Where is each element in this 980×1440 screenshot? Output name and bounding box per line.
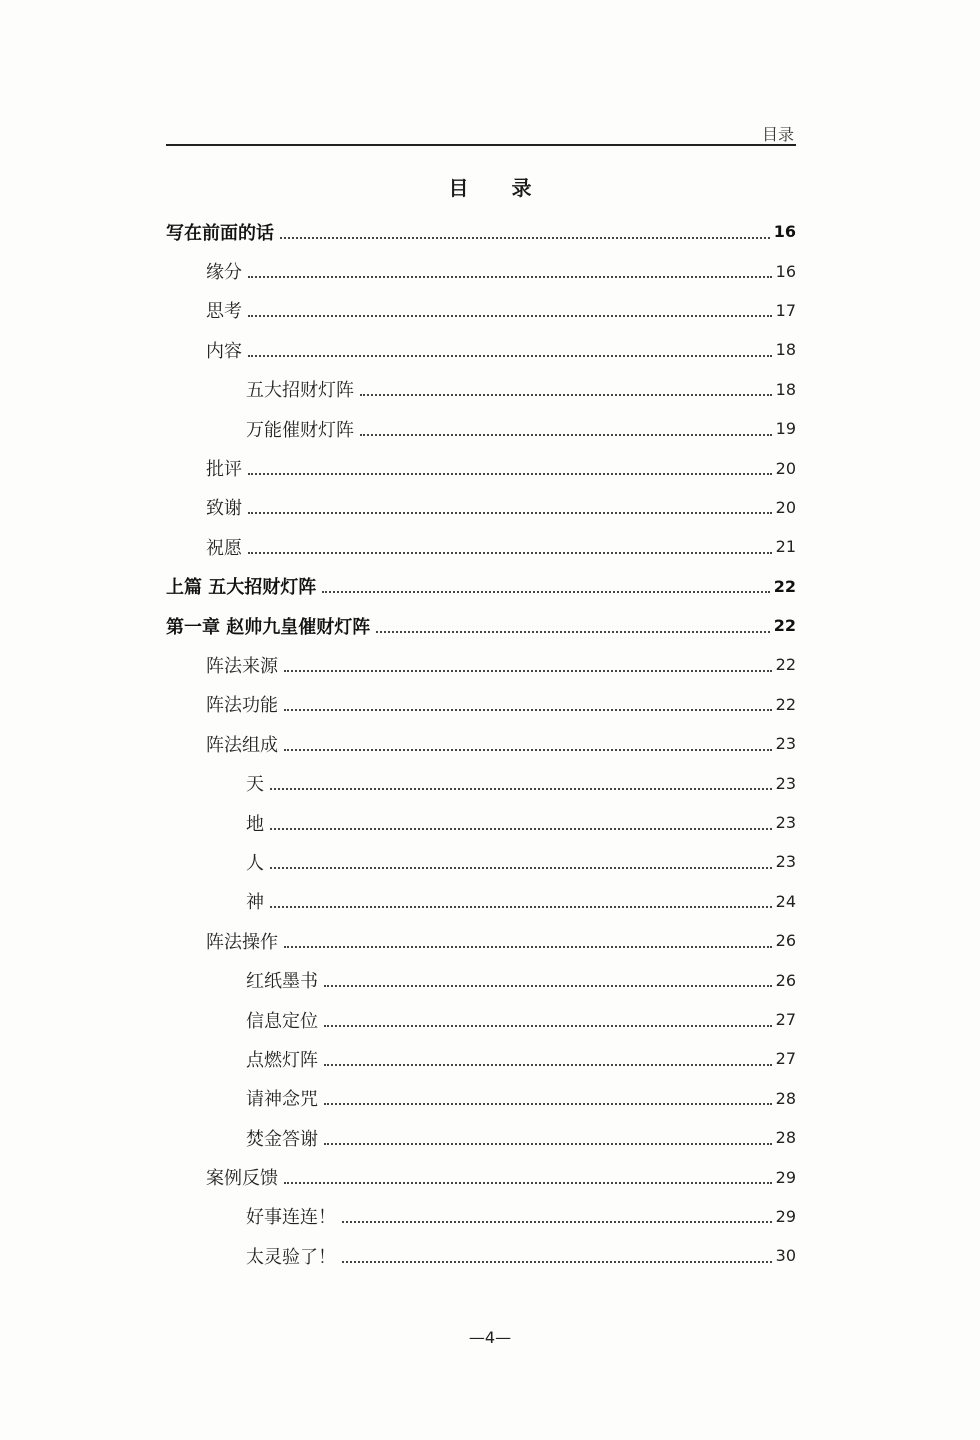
- toc-entry-label: 请神念咒: [246, 1089, 318, 1111]
- header-rule: [166, 144, 796, 146]
- dot-leader: [270, 867, 772, 869]
- toc-entry[interactable]: [166, 1157, 796, 1196]
- toc-entry-page: 24: [775, 891, 796, 911]
- dot-leader: [324, 1025, 772, 1027]
- toc-entry[interactable]: [166, 1079, 796, 1118]
- dot-leader: [248, 315, 772, 317]
- toc-entry-page: 23: [775, 773, 796, 793]
- dot-leader: [270, 828, 772, 830]
- dot-leader: [342, 1221, 772, 1223]
- toc-entry-label: 阵法功能: [206, 695, 278, 717]
- dot-leader: [360, 434, 772, 436]
- toc-entry-label: 第一章 赵帅九皇催财灯阵: [166, 616, 371, 638]
- toc-entry-page: 19: [775, 419, 796, 439]
- toc-entry-page: 26: [775, 931, 796, 951]
- toc-entry-label: 写在前面的话: [166, 222, 274, 244]
- toc-entry[interactable]: [166, 842, 796, 881]
- toc-entry[interactable]: [166, 1197, 796, 1236]
- toc-entry-page: 22: [773, 616, 796, 636]
- toc-entry[interactable]: [166, 685, 796, 724]
- toc-entry-page: 23: [775, 852, 796, 872]
- toc-entry-page: 29: [775, 1167, 796, 1187]
- toc-entry-page: 18: [775, 379, 796, 399]
- toc-entry-label: 思考: [206, 301, 242, 323]
- toc-entry-page: 28: [775, 1088, 796, 1108]
- toc-entry[interactable]: [166, 724, 796, 763]
- toc-entry[interactable]: [166, 527, 796, 566]
- toc-entry[interactable]: [166, 251, 796, 290]
- toc-entry-page: 27: [775, 1049, 796, 1069]
- toc-entry-page: 23: [775, 813, 796, 833]
- toc-entry-label: 万能催财灯阵: [246, 419, 354, 441]
- toc-entry-label: 五大招财灯阵: [246, 380, 354, 402]
- dot-leader: [324, 1103, 772, 1105]
- toc-entry[interactable]: [166, 1236, 796, 1275]
- toc-entry-page: 30: [775, 1246, 796, 1266]
- dot-leader: [284, 670, 772, 672]
- running-header-title: 目录: [761, 125, 794, 144]
- toc-entry-label: 阵法来源: [206, 655, 278, 677]
- toc-entry-label: 致谢: [206, 498, 242, 520]
- toc-entry[interactable]: [166, 448, 796, 487]
- toc-entry-page: 23: [775, 734, 796, 754]
- dot-leader: [284, 709, 772, 711]
- toc-entry[interactable]: [166, 882, 796, 921]
- toc-entry-label: 阵法操作: [206, 931, 278, 953]
- page-number: —4—: [468, 1328, 512, 1347]
- toc-entry-label: 上篇 五大招财灯阵: [166, 577, 317, 599]
- toc-entry-label: 阵法组成: [206, 734, 278, 756]
- dot-leader: [322, 591, 769, 593]
- toc-entry[interactable]: [166, 370, 796, 409]
- toc-entry-label: 人: [246, 852, 264, 874]
- toc-entry[interactable]: [166, 488, 796, 527]
- toc-entry-label: 缘分: [206, 262, 242, 284]
- dot-leader: [280, 237, 770, 239]
- toc-entry-page: 21: [775, 537, 796, 557]
- dot-leader: [284, 1182, 772, 1184]
- table-of-contents: [166, 212, 796, 1276]
- toc-entry-page: 22: [775, 694, 796, 714]
- dot-leader: [248, 552, 772, 554]
- dot-leader: [324, 1064, 772, 1066]
- toc-entry-label: 信息定位: [246, 1010, 318, 1032]
- toc-entry-page: 22: [775, 655, 796, 675]
- running-header: [166, 118, 796, 146]
- dot-leader: [270, 906, 772, 908]
- toc-entry-page: 26: [775, 970, 796, 990]
- dot-leader: [376, 631, 769, 633]
- toc-entry-label: 焚金答谢: [246, 1128, 318, 1150]
- toc-entry[interactable]: [166, 409, 796, 448]
- toc-entry-page: 27: [775, 1010, 796, 1029]
- toc-entry-label: 红纸墨书: [246, 971, 318, 993]
- dot-leader: [324, 1143, 772, 1145]
- toc-entry-page: 17: [775, 300, 796, 320]
- toc-entry-label: 祝愿: [206, 537, 242, 559]
- toc-entry[interactable]: [166, 921, 796, 960]
- dot-leader: [248, 473, 772, 475]
- dot-leader: [324, 985, 772, 987]
- toc-entry-page: 29: [775, 1206, 796, 1226]
- toc-entry-label: 批评: [206, 459, 242, 481]
- toc-entry-label: 好事连连！: [246, 1207, 336, 1229]
- toc-entry-label: 神: [246, 892, 264, 914]
- dot-leader: [342, 1261, 772, 1263]
- dot-leader: [248, 512, 772, 514]
- toc-entry[interactable]: [166, 606, 796, 645]
- toc-entry[interactable]: [166, 960, 796, 999]
- toc-entry-label: 内容: [206, 340, 242, 362]
- toc-entry[interactable]: [166, 291, 796, 330]
- toc-entry-label: 地: [246, 813, 264, 835]
- toc-entry[interactable]: [166, 1118, 796, 1157]
- toc-entry[interactable]: [166, 645, 796, 684]
- toc-entry[interactable]: [166, 212, 796, 251]
- dot-leader: [360, 394, 772, 396]
- toc-entry-page: 28: [775, 1128, 796, 1148]
- dot-leader: [248, 355, 772, 357]
- dot-leader: [284, 749, 772, 751]
- toc-entry-page: 20: [775, 458, 796, 478]
- toc-entry-page: 18: [775, 340, 796, 360]
- toc-entry-page: 20: [775, 497, 796, 517]
- dot-leader: [284, 946, 772, 948]
- toc-entry-label: 天: [246, 774, 264, 796]
- toc-entry-label: 案例反馈: [206, 1168, 278, 1190]
- toc-entry-label: 太灵验了！: [246, 1246, 336, 1268]
- toc-entry[interactable]: [166, 330, 796, 369]
- toc-entry-label: 点燃灯阵: [246, 1049, 318, 1071]
- toc-entry[interactable]: [166, 567, 796, 606]
- toc-entry[interactable]: [166, 763, 796, 802]
- toc-entry[interactable]: [166, 1039, 796, 1078]
- toc-entry[interactable]: [166, 1000, 796, 1039]
- toc-title: 目 录: [448, 176, 550, 200]
- dot-leader: [248, 276, 772, 278]
- toc-entry-page: 22: [773, 576, 796, 596]
- dot-leader: [270, 788, 772, 790]
- toc-entry-page: 16: [773, 222, 796, 242]
- toc-entry-page: 16: [775, 261, 796, 281]
- toc-entry[interactable]: [166, 803, 796, 842]
